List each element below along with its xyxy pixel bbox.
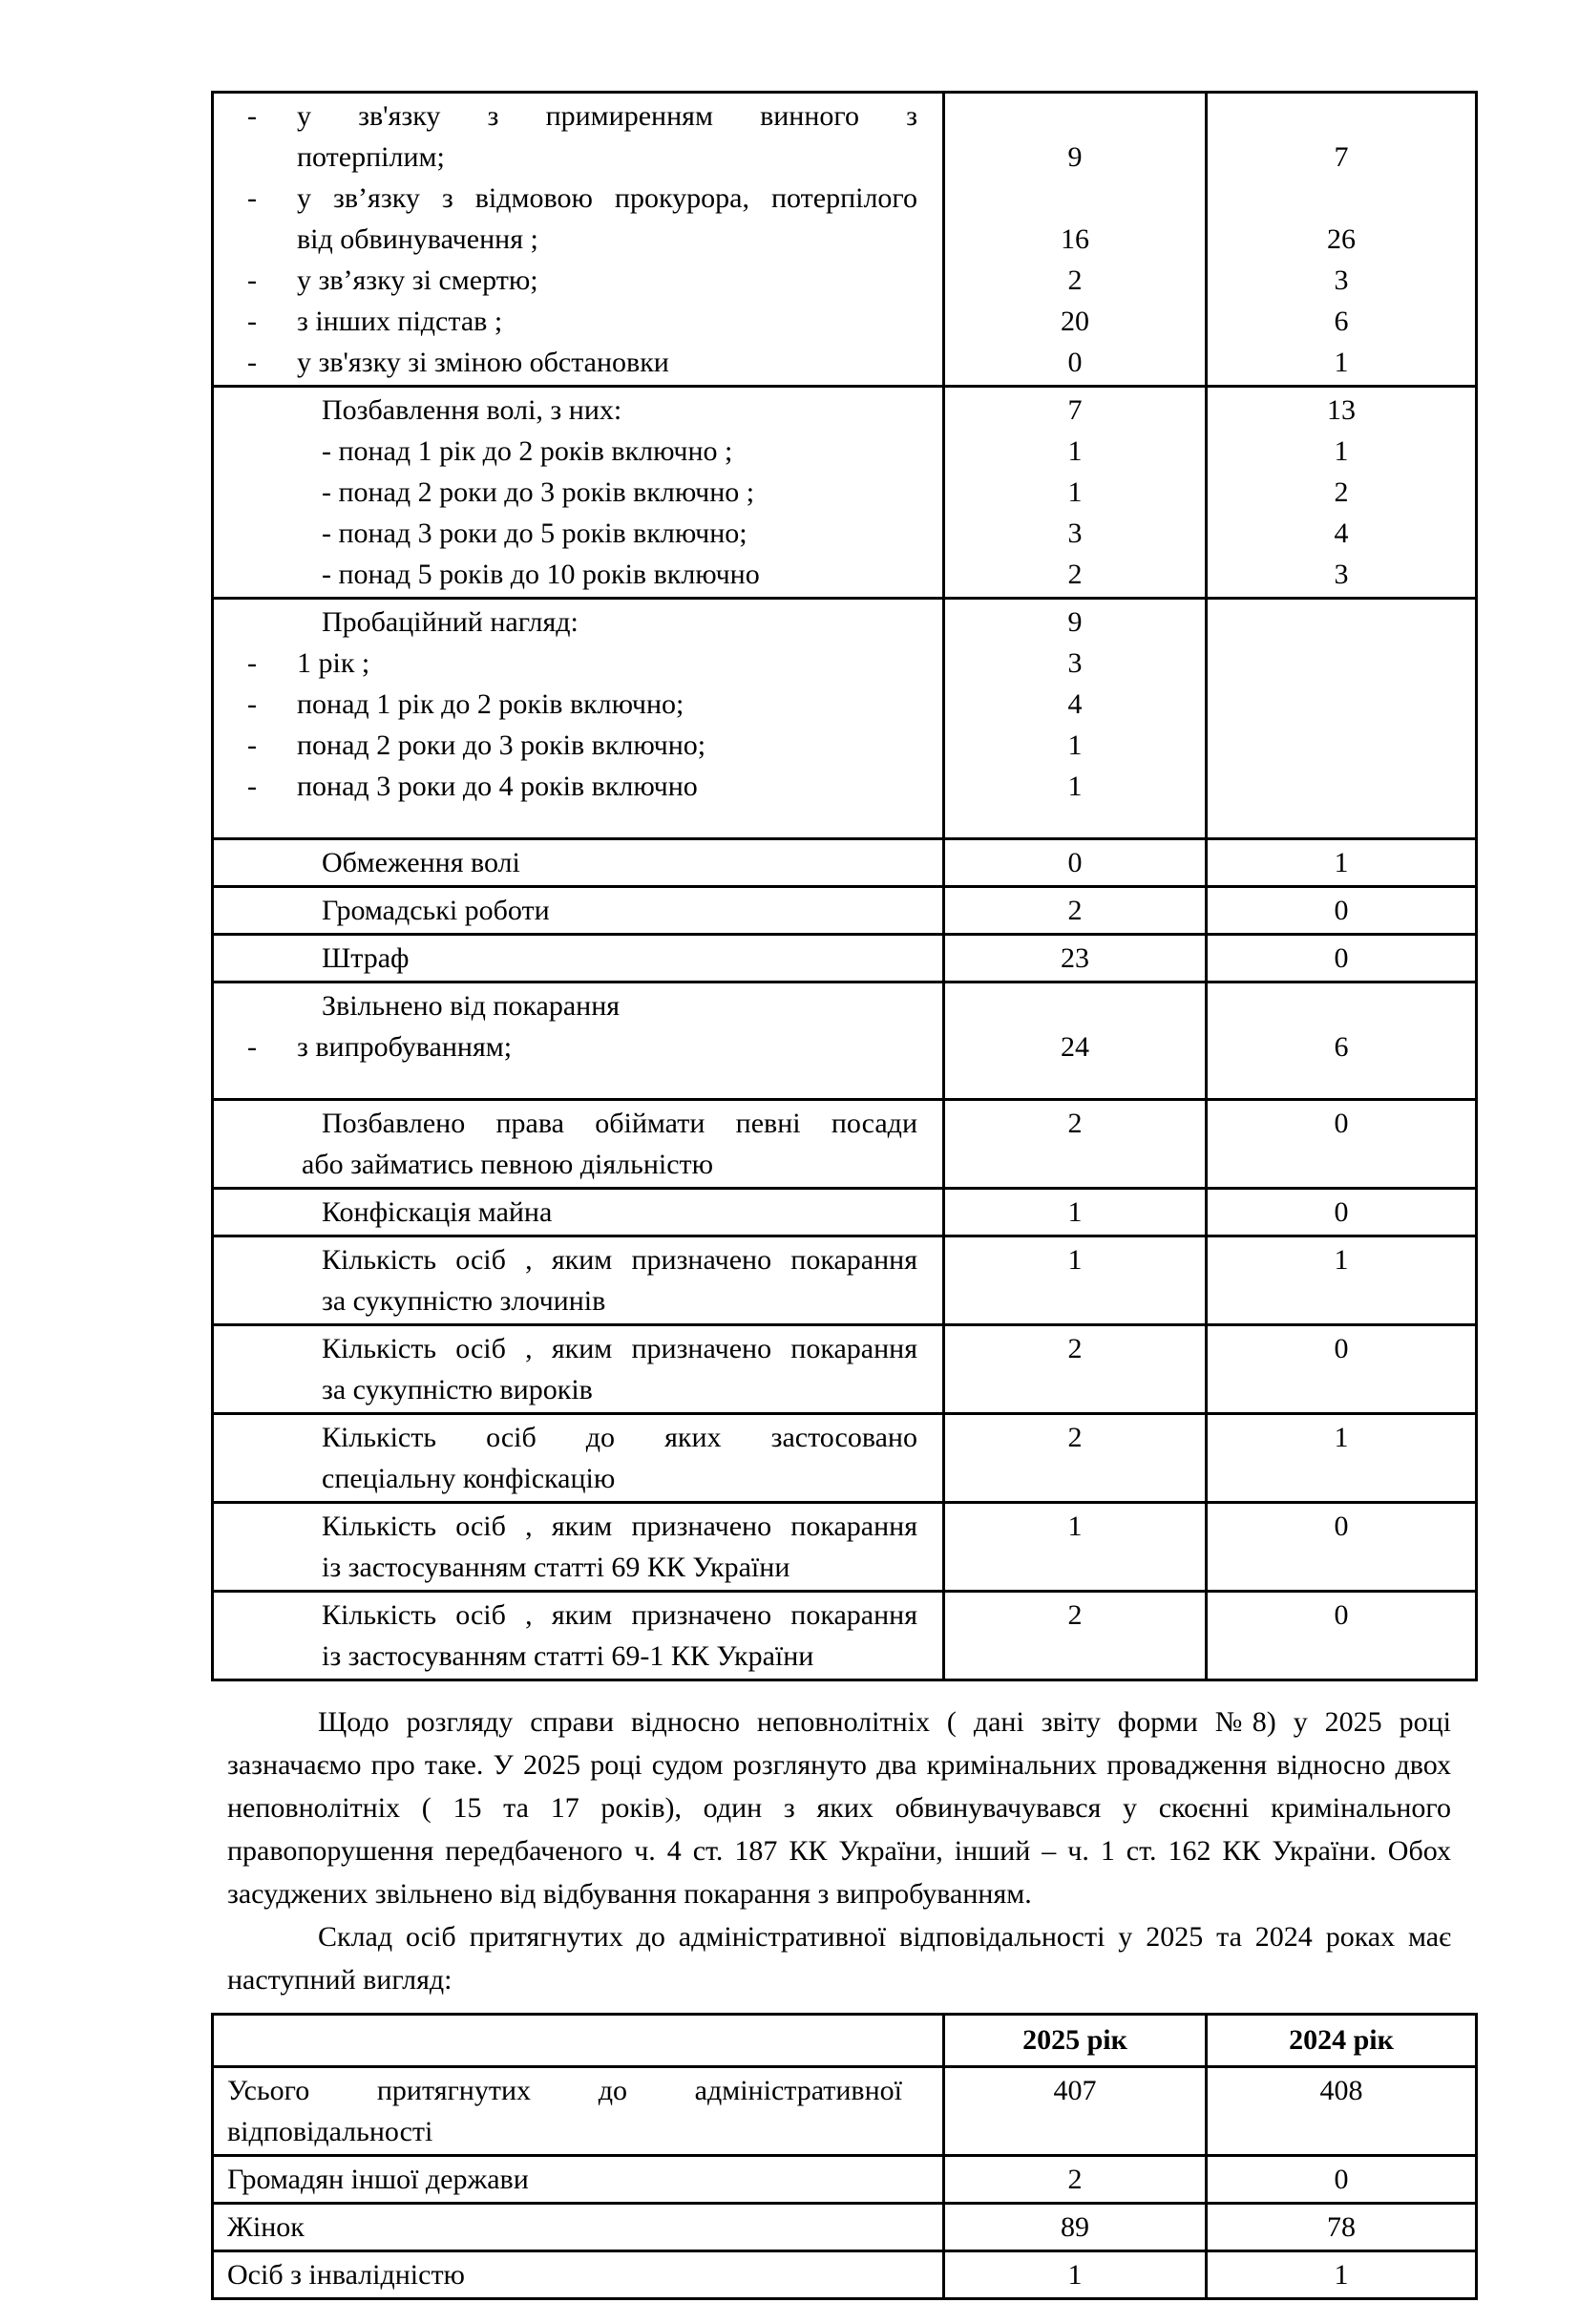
row-label-text: понад 1 рік до 2 років включно; — [297, 688, 684, 720]
table-row — [214, 885, 1475, 933]
value-2025: 3 — [1067, 518, 1083, 549]
row-label — [214, 260, 917, 301]
body-paragraphs — [227, 1701, 1451, 2001]
row-label-text: Кількість осіб , яким призначено покарання — [322, 1244, 917, 1276]
table-row — [214, 1590, 1475, 1679]
row-label-text: у зв'язку з примиренням винного з — [297, 100, 917, 132]
value-cell-2025 — [945, 1415, 1208, 1501]
row-label — [214, 1636, 917, 1677]
row-label-text: із застосуванням статті 69 КК України — [322, 1552, 790, 1583]
row-label-text: понад 2 роки до 3 років включно; — [297, 729, 706, 761]
label-cell — [214, 983, 945, 1098]
paragraph: Щодо розгляду справи відносно неповнолітніх ( дані звіту форми №8) у 2025 році зазначаємо про таке. У 2025 році судом розглянуто два кримінальних провадження відносно двох неповнолітніх ( 15 та 17 років), один з яких обвинувачувався у скоєнні кримінального правопорушення передбаченого ч. 4 ст. 187 КК України, інший – ч. 1 ст. 162 КК України. Обох засуджених звільнено від відбування покарання з випробуванням. — [227, 1706, 1451, 1910]
value-2025: 0 — [1067, 347, 1083, 378]
row-label — [214, 2159, 917, 2200]
row-label — [214, 1595, 917, 1636]
value-2024: 26 — [1327, 223, 1356, 255]
row-label — [214, 725, 917, 766]
value-2025: 9 — [1067, 141, 1083, 173]
row-label-text: Позбавлено права обіймати певні посади — [322, 1108, 917, 1139]
value-cell-2024 — [1208, 1326, 1475, 1412]
value-cell-2025 — [945, 2205, 1208, 2250]
value-2025: 2 — [1067, 264, 1083, 296]
value-cell-2025 — [945, 936, 1208, 981]
row-label-text: у зв’язку з відмовою прокурора, потерпілого — [297, 182, 917, 214]
row-label — [214, 684, 917, 725]
label-cell — [214, 1504, 945, 1590]
value-2025: 1 — [1067, 1196, 1083, 1228]
row-label-text: Громадські роботи — [322, 895, 550, 926]
row-label — [214, 2070, 917, 2111]
row-label — [214, 95, 917, 137]
value-2025: 2 — [1067, 2164, 1083, 2195]
header-empty-cell — [214, 2016, 945, 2065]
value-cell-2025 — [945, 600, 1208, 837]
value-2025 — [945, 95, 1205, 137]
row-label-text: у зв’язку зі смертю; — [297, 264, 538, 296]
value-cell-2024 — [1208, 2068, 1475, 2154]
row-label — [214, 2254, 917, 2295]
header-cell-2025 — [945, 2016, 1208, 2065]
list-dash: - — [247, 264, 257, 296]
value-2025 — [945, 1636, 1205, 1677]
value-2024: 0 — [1334, 1599, 1349, 1631]
row-label — [214, 1369, 917, 1410]
value-2024: 0 — [1334, 895, 1349, 926]
value-cell-2025 — [945, 1190, 1208, 1235]
value-2024: 78 — [1327, 2211, 1356, 2243]
row-label — [214, 342, 917, 383]
row-label — [214, 1280, 917, 1321]
row-label-text: за сукупністю вироків — [322, 1374, 593, 1405]
value-2025: 1 — [1067, 729, 1083, 761]
value-2025: 2 — [1067, 1422, 1083, 1453]
document-page — [0, 91, 1579, 2324]
value-2024: 0 — [1334, 1333, 1349, 1364]
value-2025: 1 — [1067, 1244, 1083, 1276]
value-2025: 4 — [1067, 688, 1083, 720]
value-2024: 1 — [1334, 2259, 1349, 2291]
value-2024: 0 — [1334, 1108, 1349, 1139]
row-label — [214, 985, 917, 1026]
row-label — [214, 1547, 917, 1588]
value-2024 — [1208, 766, 1475, 807]
value-2025 — [945, 1458, 1205, 1499]
label-cell — [214, 600, 945, 837]
value-2025: 2 — [1067, 895, 1083, 926]
row-label-text: Кількість осіб , яким призначено покарання — [322, 1333, 917, 1364]
criminal-dispositions-table — [211, 91, 1478, 1681]
value-cell-2024 — [1208, 840, 1475, 885]
list-dash: - — [247, 771, 257, 802]
value-cell-2024 — [1208, 1237, 1475, 1323]
value-2025: 1 — [1067, 771, 1083, 802]
label-cell — [214, 840, 945, 885]
value-cell-2024 — [1208, 888, 1475, 933]
value-cell-2025 — [945, 888, 1208, 933]
value-2024: 6 — [1334, 306, 1349, 337]
value-2024: 408 — [1319, 2075, 1363, 2106]
table-row — [214, 597, 1475, 837]
row-label-text: Конфіскація майна — [322, 1196, 553, 1228]
value-2024 — [1208, 807, 1475, 835]
value-cell-2025 — [945, 1237, 1208, 1323]
value-cell-2024 — [1208, 2205, 1475, 2250]
value-cell-2024 — [1208, 2157, 1475, 2202]
value-2024: 1 — [1334, 435, 1349, 467]
header-label-2025: 2025 рік — [1022, 2024, 1127, 2056]
table-row — [214, 2250, 1475, 2297]
row-label-text: Позбавлення волі, з них: — [322, 394, 622, 426]
header-cell-2024 — [1208, 2016, 1475, 2065]
value-2024: 3 — [1334, 264, 1349, 296]
value-2025: 9 — [1067, 606, 1083, 638]
row-label — [214, 1239, 917, 1280]
label-cell — [214, 936, 945, 981]
value-2025: 1 — [1067, 435, 1083, 467]
value-2025: 16 — [1061, 223, 1089, 255]
row-label-text: Кількість осіб , яким призначено покарання — [322, 1599, 917, 1631]
value-cell-2024 — [1208, 1101, 1475, 1187]
row-label-text: Громадян іншої держави — [227, 2164, 529, 2195]
row-label — [214, 137, 917, 178]
row-label-text: від обвинувачення ; — [297, 223, 538, 255]
row-label-text: - понад 1 рік до 2 років включно ; — [322, 435, 733, 467]
row-label — [214, 1103, 917, 1144]
value-2025 — [945, 985, 1205, 1026]
table-row — [214, 2065, 1475, 2154]
value-cell-2025 — [945, 1326, 1208, 1412]
row-label-text: з інших підстав ; — [297, 306, 503, 337]
value-2024 — [1208, 1369, 1475, 1410]
list-dash: - — [247, 729, 257, 761]
row-label — [214, 2207, 917, 2248]
label-cell — [214, 1101, 945, 1187]
table-row — [214, 2154, 1475, 2202]
label-cell — [214, 888, 945, 933]
value-cell-2024 — [1208, 1415, 1475, 1501]
blank-line — [214, 807, 917, 835]
value-2024: 2 — [1334, 476, 1349, 508]
value-cell-2024 — [1208, 388, 1475, 597]
value-2025 — [945, 2111, 1205, 2152]
list-dash: - — [247, 182, 257, 214]
value-2024 — [1208, 725, 1475, 766]
table-row — [214, 385, 1475, 597]
row-label-text: Штраф — [322, 942, 410, 974]
row-label — [214, 766, 917, 807]
table-row — [214, 1412, 1475, 1501]
value-2024 — [1208, 1280, 1475, 1321]
value-2024: 0 — [1334, 2164, 1349, 2195]
row-label — [214, 1458, 917, 1499]
row-label-text: Обмеження волі — [322, 847, 520, 878]
value-cell-2024 — [1208, 936, 1475, 981]
value-cell-2025 — [945, 840, 1208, 885]
row-label — [214, 513, 917, 554]
row-label-text: відповідальності — [227, 2116, 433, 2147]
header-spacer — [214, 2018, 917, 2063]
value-2024: 7 — [1334, 141, 1349, 173]
row-label-text: Кількість осіб до яких застосовано — [322, 1422, 917, 1453]
row-label — [214, 1144, 917, 1185]
value-2024 — [1208, 602, 1475, 643]
value-2025 — [945, 1547, 1205, 1588]
row-label-text: з випробуванням; — [297, 1031, 513, 1063]
value-2024: 13 — [1327, 394, 1356, 426]
table-row — [214, 1323, 1475, 1412]
list-dash: - — [247, 347, 257, 378]
row-label — [214, 1192, 917, 1233]
value-cell-2024 — [1208, 2252, 1475, 2297]
value-2024 — [1208, 985, 1475, 1026]
table-row — [214, 933, 1475, 981]
row-label-text: у зв'язку зі зміною обстановки — [297, 347, 669, 378]
value-2024 — [1208, 1144, 1475, 1185]
row-label — [214, 390, 917, 431]
row-label-text: понад 3 роки до 4 років включно — [297, 771, 698, 802]
value-2024 — [1208, 643, 1475, 684]
row-label-text: - понад 2 роки до 3 років включно ; — [322, 476, 755, 508]
value-2024: 1 — [1334, 1422, 1349, 1453]
value-cell-2024 — [1208, 1593, 1475, 1679]
value-cell-2024 — [1208, 600, 1475, 837]
value-2024 — [1208, 1547, 1475, 1588]
list-dash: - — [247, 1031, 257, 1063]
value-2024: 1 — [1334, 347, 1349, 378]
value-cell-2024 — [1208, 94, 1475, 385]
row-label — [214, 554, 917, 595]
value-2025: 2 — [1067, 1333, 1083, 1364]
value-2025 — [945, 178, 1205, 219]
value-2025 — [945, 1280, 1205, 1321]
value-2025: 1 — [1067, 2259, 1083, 2291]
label-cell — [214, 1415, 945, 1501]
table-row — [214, 1187, 1475, 1235]
row-label-text: Жінок — [227, 2211, 305, 2243]
label-cell — [214, 94, 945, 385]
blank-line — [214, 1067, 917, 1096]
list-dash: - — [247, 306, 257, 337]
row-label — [214, 178, 917, 219]
value-2025: 2 — [1067, 1599, 1083, 1631]
value-cell-2025 — [945, 2157, 1208, 2202]
row-label-text: Пробаційний нагляд: — [322, 606, 579, 638]
value-2025: 3 — [1067, 647, 1083, 679]
row-label — [214, 431, 917, 472]
value-2024 — [1208, 2111, 1475, 2152]
row-label-text: потерпілим; — [297, 141, 445, 173]
row-label — [214, 1026, 917, 1067]
row-label — [214, 643, 917, 684]
value-2025: 1 — [1067, 476, 1083, 508]
value-2025: 2 — [1067, 1108, 1083, 1139]
value-cell-2024 — [1208, 1504, 1475, 1590]
label-cell — [214, 2068, 945, 2154]
table-row — [214, 981, 1475, 1098]
value-2025 — [945, 1144, 1205, 1185]
row-label-text: 1 рік ; — [297, 647, 370, 679]
value-2024: 0 — [1334, 1511, 1349, 1542]
value-2025: 23 — [1061, 942, 1089, 974]
row-label-text: спеціальну конфіскацію — [322, 1463, 616, 1494]
value-2025 — [945, 1369, 1205, 1410]
value-2024 — [1208, 95, 1475, 137]
table-row — [214, 837, 1475, 885]
label-cell — [214, 1593, 945, 1679]
value-2024: 0 — [1334, 942, 1349, 974]
row-label-text: Усього притягнутих до адміністративної — [227, 2075, 902, 2106]
table-row — [214, 1501, 1475, 1590]
value-2025: 2 — [1067, 559, 1083, 590]
value-2025: 0 — [1067, 847, 1083, 878]
value-cell-2025 — [945, 1101, 1208, 1187]
value-2025: 7 — [1067, 394, 1083, 426]
value-cell-2024 — [1208, 1190, 1475, 1235]
row-label-text: за сукупністю злочинів — [322, 1285, 606, 1317]
table-row — [214, 1235, 1475, 1323]
value-2024 — [1208, 1636, 1475, 1677]
label-cell — [214, 388, 945, 597]
row-label-text: Звільнено від покарання — [322, 990, 621, 1022]
row-label-text: або займатись певною діяльністю — [302, 1149, 714, 1180]
value-cell-2025 — [945, 2252, 1208, 2297]
value-2024 — [1208, 178, 1475, 219]
table-row — [214, 94, 1475, 385]
row-label — [214, 1506, 917, 1547]
row-label-text: - понад 5 років до 10 років включно — [322, 559, 760, 590]
row-label — [214, 1328, 917, 1369]
value-cell-2025 — [945, 2068, 1208, 2154]
label-cell — [214, 1237, 945, 1323]
value-2025 — [945, 807, 1205, 835]
value-2025: 1 — [1067, 1511, 1083, 1542]
label-cell — [214, 2252, 945, 2297]
row-label — [214, 890, 917, 931]
value-2025: 24 — [1061, 1031, 1089, 1063]
table-row — [214, 1098, 1475, 1187]
admin-liability-table — [211, 2013, 1478, 2300]
list-dash: - — [247, 100, 257, 132]
row-label — [214, 219, 917, 260]
value-2025: 89 — [1061, 2211, 1089, 2243]
value-2024: 1 — [1334, 1244, 1349, 1276]
value-2025 — [945, 1067, 1205, 1096]
row-label-text: - понад 3 роки до 5 років включно; — [322, 518, 747, 549]
value-cell-2024 — [1208, 983, 1475, 1098]
value-2024: 3 — [1334, 559, 1349, 590]
value-2024: 1 — [1334, 847, 1349, 878]
row-label-text: Осіб з інвалідністю — [227, 2259, 465, 2291]
list-dash: - — [247, 647, 257, 679]
value-cell-2025 — [945, 1504, 1208, 1590]
value-2024 — [1208, 684, 1475, 725]
row-label-text: Кількість осіб , яким призначено покарання — [322, 1511, 917, 1542]
row-label — [214, 1417, 917, 1458]
value-cell-2025 — [945, 388, 1208, 597]
row-label — [214, 472, 917, 513]
value-2024: 0 — [1334, 1196, 1349, 1228]
table-header-row — [214, 2016, 1475, 2065]
value-2025: 407 — [1053, 2075, 1097, 2106]
header-label-2024: 2024 рік — [1289, 2024, 1394, 2056]
label-cell — [214, 2205, 945, 2250]
value-cell-2025 — [945, 1593, 1208, 1679]
row-label — [214, 2111, 917, 2152]
row-label — [214, 602, 917, 643]
list-dash: - — [247, 688, 257, 720]
value-2024 — [1208, 1067, 1475, 1096]
value-2025: 20 — [1061, 306, 1089, 337]
row-label — [214, 301, 917, 342]
value-2024: 6 — [1334, 1031, 1349, 1063]
row-label — [214, 842, 917, 883]
label-cell — [214, 1190, 945, 1235]
label-cell — [214, 1326, 945, 1412]
value-cell-2025 — [945, 983, 1208, 1098]
paragraph: Склад осіб притягнутих до адміністративної відповідальності у 2025 та 2024 роках має наступний вигляд: — [227, 1921, 1451, 1996]
value-2024: 4 — [1334, 518, 1349, 549]
table-row — [214, 2202, 1475, 2250]
value-cell-2025 — [945, 94, 1208, 385]
value-2024 — [1208, 1458, 1475, 1499]
row-label-text: із застосуванням статті 69-1 КК України — [322, 1640, 814, 1672]
label-cell — [214, 2157, 945, 2202]
row-label — [214, 938, 917, 979]
